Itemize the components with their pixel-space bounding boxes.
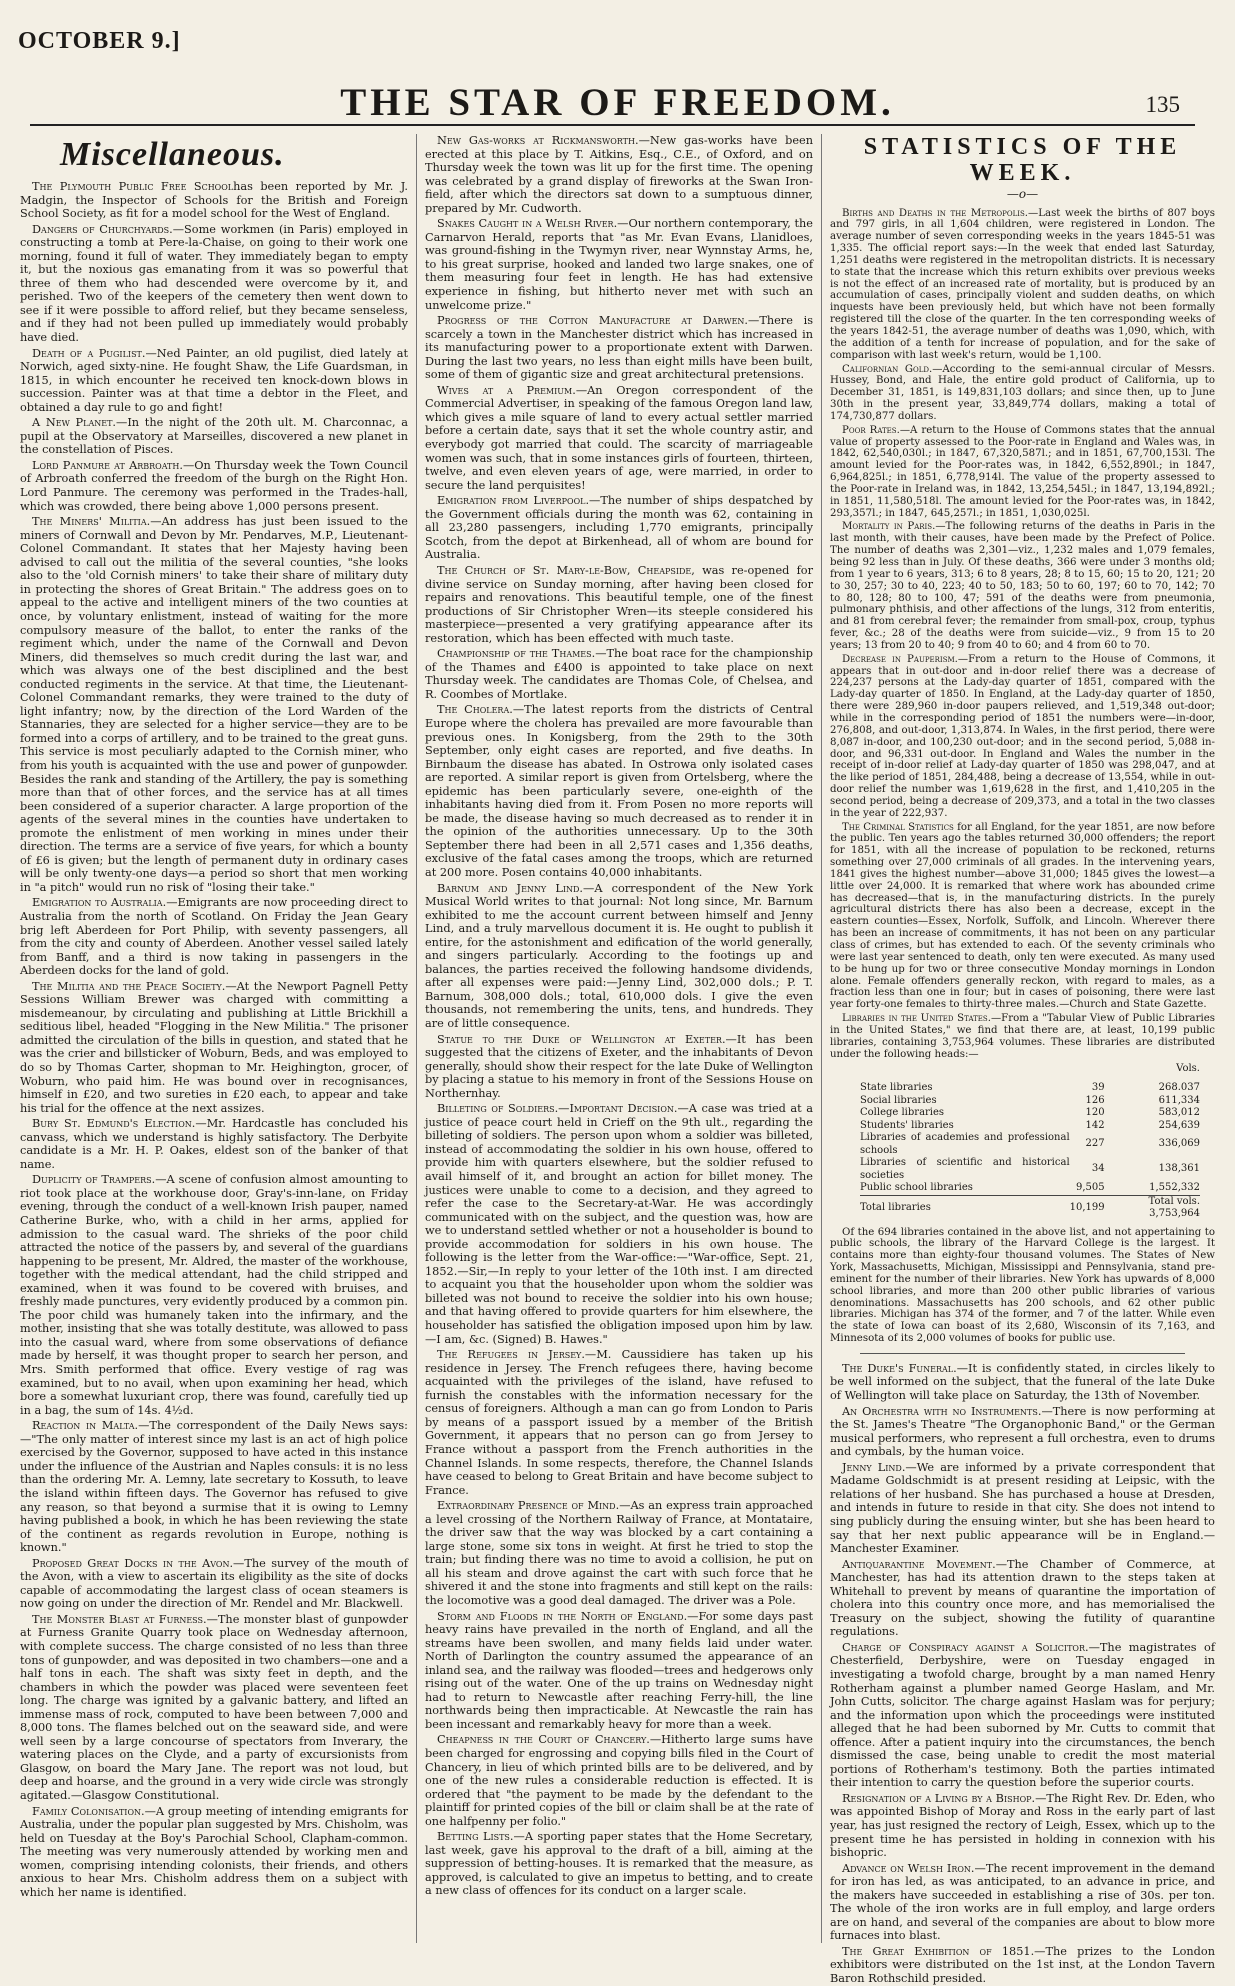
article-body: —There is scarcely a town in the Manchester district which has increased in its manufacturing power to a proportionate extent with Darwen. During the last two years, no less than eight mills have been built, some of them of gigantic size and great architectural pretensions.: [425, 314, 813, 382]
article-paragraph: [830, 1558, 1215, 1639]
article-body: —A group meeting of intending emigrants for Australia, under the popular plan suggested by Mrs. Chisholm, was held on Tuesday at the Boy's Parochial School, Clapham-common. The meeting was very numerously attended by working men and women, comprising intending colonists, their friends, and others anxious to hear Mrs. Chisholm address them on a subject with which her name is identified.: [20, 1804, 408, 1899]
article-paragraph: [20, 180, 408, 221]
article-list: [20, 180, 408, 1899]
article-paragraph: [425, 882, 813, 1031]
article-headline: Family Colonisation.: [32, 1804, 145, 1818]
libraries-row: [860, 1082, 1200, 1095]
article-headline: The Refugees in Jersey.: [437, 1348, 585, 1362]
libraries-vols: 336,069: [1158, 1138, 1200, 1150]
article-paragraph: [830, 1792, 1215, 1860]
libraries-label: Social libraries: [860, 1094, 937, 1106]
section-ornament: —o—: [1006, 187, 1039, 201]
article-paragraph: [830, 1641, 1215, 1790]
libraries-row: [860, 1120, 1200, 1133]
article-headline: Dangers of Churchyards.: [32, 222, 173, 236]
article-paragraph: [425, 1830, 813, 1898]
libraries-row: [860, 1132, 1200, 1157]
article-body: —A return to the House of Commons states that the annual value of property assessed to the Poor-rate in England and Wales was, in 1842, 62,540,030l.; in 1847, 67,320,587l.; and in 1851, 67,700,153l. The amount levied for the Poor-rates was, in 1842, 6,552,890l.; in 1847, 6,964,825l.; in 1851, 6,778,914l. The value of the property assessed to the Poor-rate in Ireland was, in 1842, 13,254,545l.; in 1847, 13,194,892l.; in 1851, 11,580,518l. The amount levied for the Poor-rates was, in 1842, 293,357l.; in 1847, 645,257l.; in 1851, 1,030,025l.: [830, 424, 1216, 519]
page-number: 135: [1145, 92, 1180, 117]
article-headline: Barnum and Jenny Lind.: [437, 881, 584, 895]
article-body: —An address has just been issued to the miners of Cornwall and Devon by Mr. Pendarves, M.P., Lieutenant-Colonel Commandant. It states that her Majesty having been advised to call out the militia of the several counties, "she looks also to the 'old Cornish miners' to take their share of military duty in protecting the shores of Great Britain." The address goes on to appeal to the active and intelligent miners of the two counties at once, by voluntary enlistment, instead of waiting for the more compulsory measure of the ballot, to enter the ranks of the regiment which, under the name of the Cornwall and Devon Miners, did themselves so much credit during the last war, and which was always one of the best disciplined and the best conducted regiments in the service. At that time, the Lieutenant-Colonel Commandant remarks, they were trained to the duty of light infantry; now, by the direction of the Lord Warden of the Stannaries, they are selected for a higher service—they are to be formed into a corps of artillery, and to be trained to the great guns. This service is most peculiarly adapted to the Cornish miner, who from his youth is acquainted with the use and power of gunpowder. Besides the rank and standing of the Artillery, the pay is something more than that of other forces, and the service has at all times been considered of a superior character. A large proportion of the agents of the several mines in the counties have undertaken to promote the enlistment of men working in mines under their direction. The terms are a service of five years, for which a bounty of £6 is given; but the length of permanent duty in ordinary cases will be only twenty-one days—a period so short that men working in "a pitch" would run no risk of "losing their take.": [20, 515, 408, 894]
article-headline: Antiquarantine Movement.: [842, 1557, 996, 1571]
article-paragraph: [830, 822, 1215, 1012]
article-paragraph: [830, 425, 1215, 520]
libraries-note: Of the 694 libraries contained in the above list, and not appertaining to public schools, the library of the Harvard College is the largest. It contains more than eighty-four thousand volumes. The States of New York, Massachusetts, Michigan, Mississippi and Pennsylvania, stand pre-eminent for the number of their libraries. New York has upwards of 8,000 school libraries, and more than 200 other public libraries of various denominations. Massachusetts has 200 schools, and 62 other public libraries. Michigan has 374 of the former, and 7 of the latter. While even the state of Iowa can boast of its 2,680, Wisconsin of its 7,163, and Minnesota of its 2,000 volumes of books for public use.: [830, 1226, 1215, 1345]
article-headline: Cheapness in the Court of Chancery.: [437, 1733, 650, 1747]
article-paragraph: [830, 1362, 1215, 1403]
article-headline: Statue to the Duke of Wellington at Exeter.: [437, 1032, 726, 1046]
page-header: [0, 0, 1235, 130]
article-body: —At the Newport Pagnell Petty Sessions William Brewer was charged with committing a misdemeanour, by circulating and publishing at Little Brickhill a seditious libel, headed "Flogging in the New Militia." The prisoner admitted the circulation of the bills in question, and stated that he was the crier and billsticker of Woburn, Beds, and was employed to do so by Thomas Carter, shopman to Mr. Heighington, grocer, of Woburn, who paid him. He was bound over in recognisances, himself in £20, and two sureties in £20 each, to appear and take his trial for the offence at the next assizes.: [20, 979, 408, 1115]
article-paragraph: [425, 1102, 813, 1346]
libraries-table: [860, 1082, 1200, 1221]
article-paragraph: [830, 521, 1215, 651]
article-body: —A correspondent of the New York Musical World writes to that journal: Not long since, Mr. Barnum exhibited to me the account current between himself and Jenny Lind, and a truly marvellous document it is. He ought to publish it entire, for the astonishment and edification of the world generally, and singers particularly. According to the footings up and balances, the parties received the following handsome dividends, after all expenses were paid:—Jenny Lind, 302,000 dols.; P. T. Barnum, 308,000 dols.; total, 610,000 dols. I give the even thousands, not remembering the units, tens, and hundreds. They are of little consequence.: [425, 881, 813, 1030]
libraries-count: 10,199: [1070, 1195, 1105, 1221]
article-paragraph: [20, 1805, 408, 1900]
article-body: —Emigrants are now proceeding direct to Australia from the north of Scotland. On Friday the Jean Geary brig left Aberdeen for Port Philip, with seventy passengers, all from the city and county of Aberdeen. Another vessel sailed lately from Banff, and a third is now taking in passengers in the Aberdeen docks for the land of gold.: [20, 896, 409, 978]
column-1: [20, 134, 408, 1943]
article-body: —Our northern contemporary, the Carnarvon Herald, reports that "as Mr. Evan Evans, Llanidloes, was ground-fishing in the Twymyn river, near Wynnstay Arms, he, to his great surprise, hooked and landed two large snakes, one of them measuring four feet in length. He has had extensive experience in fishing, but hitherto never met with such an unwelcome prize.": [425, 217, 813, 312]
article-headline: Californian Gold.: [842, 363, 933, 375]
article-body: —Last week the births of 807 boys and 797 girls, in all 1,604 children, were registered in London. The average number of seven corresponding weeks in the years 1845-51 was 1,335. The official report says:—In the week that ended last Saturday, 1,251 deaths were registered in the metropolitan districts. It is necessary to state that the increase which this return exhibits over previous weeks is not the effect of an increased rate of mortality, but is produced by an accumulation of cases, principally violent and sudden deaths, on which inquests have been previously held, but which have not been formally registered till the close of the quarter. In the ten corresponding weeks of the years 1842-51, the average number of deaths was 1,090, which, with the addition of a tenth for increase of population, and for the sake of comparison with last week's return, would be 1,100.: [830, 207, 1215, 361]
libraries-vols: 611,334: [1158, 1094, 1200, 1106]
libraries-count: 142: [1085, 1119, 1105, 1131]
article-body: —The monster blast of gunpowder at Furness Granite Quarry took place on Wednesday afternoon, with complete success. The charge consisted of no less than three tons of gunpowder, and was deposited in two chambers—one and a half tons in each. The shaft was sixty feet in depth, and the chambers in which the powder was placed were seventeen feet long. The charge was ignited by a galvanic battery, and lifted an immense mass of rock, computed to have been between 7,000 and 8,000 tons. The flames belched out on the seaward side, and were well seen by a large concourse of spectators from Inverary, the watering places on the Clyde, and a party of excursionists from Glasgow, on board the Mary Jane. The report was not loud, but deep and hoarse, and the ground in a very wide circle was strongly agitated.—Glasgow Constitutional.: [20, 1612, 408, 1802]
article-headline: Progress of the Cotton Manufacture at Darwen.: [437, 314, 749, 328]
article-paragraph: [20, 347, 408, 415]
article-body: —The latest reports from the districts of Central Europe where the cholera has prevailed are more favourable than previous ones. In Konigsberg, from the 29th to the 30th September, only eight cases are reported, and five deaths. In Birnbaum the disease has abated. In Ostrowa only isolated cases are reported. A similar report is given from Ortelsberg, where the epidemic has been particularly severe, one-eighth of the inhabitants having died from it. From Posen no more reports will be made, the disease having so much decreased as to render it in the opinion of the authorities unnecessary. Up to the 30th September there had been in all 2,571 cases and 1,356 deaths, exclusive of the fatal cases among the troops, which are returned at 200 more. Posen contains 40,000 inhabitants.: [425, 703, 813, 879]
column-divider: [821, 134, 822, 1943]
article-paragraph: [425, 564, 813, 645]
article-paragraph: [425, 1348, 813, 1497]
libraries-label: Public school libraries: [860, 1182, 973, 1193]
libraries-vols-header: Vols.: [1176, 1063, 1200, 1075]
column-divider: [416, 134, 417, 1943]
article-paragraph: [20, 1173, 408, 1417]
article-body: —A scene of confusion almost amounting to riot took place at the workhouse door, Gray's-inn-lane, on Friday evening, through the conduct of a well-known Irish pauper, named Catherine Burke, who, with a child in her arms, applied for admission to the casual ward. The shrieks of the poor child attracted the notice of the passers by, and several of the guardians happening to be present, Mr. Aldred, the master of the workhouse, together with the medical attendant, had the child stripped and examined, when it was found to be covered with bruises, and freshly made punctures, very evidently produced by a common pin. The poor child was humanely taken into the infirmary, and the mother, insisting that she was totally destitute, was allowed to pass into the casual ward, where from some observations of defiance made by herself, it was thought proper to search her person, and Mrs. Smith performed that office. Every vestige of rag was examined, but to no avail, when upon examining her head, which bore a somewhat luxuriant crop, there was found, carefully tied up in a bag, the sum of 14s. 4½d.: [20, 1173, 408, 1417]
libraries-row: [860, 1195, 1200, 1221]
article-paragraph: [425, 314, 813, 382]
article-body: —On Thursday week the Town Council of Arbroath conferred the freedom of the burgh on the Right Hon. Lord Panmure. The ceremony was performed in the Trades-hall, which was crowded, there being above 1,000 persons present.: [20, 458, 408, 513]
article-body: —The number of ships despatched by the Government officials during the month was 62, containing in all 23,280 passengers, including 1,770 emigrants, principally Scotch, from the depot at Birkenhead, all of whom are bound for Australia.: [425, 494, 813, 562]
article-body: —The correspondent of the Daily News says:—"The only matter of interest since my last is an act of high police exercised by the Governor, supposed to have acted in this instance under the influence of the Austrian and Naples consuls: it is no less than the ordering Mr. A. Lemny, late secretary to Kossuth, to leave the island within fifteen days. The Governor has refused to give any reason, so that beyond a surmise that it is owing to Lemny having published a book, in which he has been reviewing the state of the continent as regards revolution in Europe, nothing is known.": [20, 1419, 408, 1555]
article-body: —The Right Rev. Dr. Eden, who was appointed Bishop of Moray and Ross in the early part of last year, has just resigned the rectory of Leigh, Essex, which up to the present time he has persisted in holding in connexion with his bishopric.: [830, 1791, 1215, 1860]
statistics-list: [830, 208, 1215, 1061]
article-headline: Mortality in Paris.: [842, 521, 936, 533]
column-2: [425, 134, 813, 1943]
article-body: —According to the semi-annual circular of Messrs. Hussey, Bond, and Hale, the entire gold product of California, up to December 31, 1851, is 149,831,103 dollars; and since then, up to June 30th in the present year, 33,849,774 dollars, making a total of 174,730,877 dollars.: [830, 363, 1215, 422]
article-headline: Advance on Welsh Iron.: [842, 1861, 975, 1875]
libraries-vols: 254,639: [1158, 1119, 1200, 1131]
article-paragraph: [20, 1117, 408, 1171]
article-headline: Storm and Floods in the North of England.: [437, 1609, 688, 1623]
article-headline: Libraries in the United States.: [842, 1013, 991, 1025]
article-body: has been reported by Mr. J. Madgin, the Inspector of Schools for the British and Foreign School Society, as fit for a model school for the West of England.: [20, 180, 408, 221]
article-paragraph: [20, 1419, 408, 1554]
article-paragraph: [20, 1557, 408, 1611]
article-body: —For some days past heavy rains have prevailed in the north of England, and all the streams have been swollen, and many fields laid under water. North of Darlington the country assumed the appearance of an inland sea, and the railway was flooded—trees and hedgerows only rising out of the water. One of the up trains on Wednesday night had to return to Newcastle after reaching Ferry-hill, the line northwards being then impracticable. At Newcastle the rain has been incessant and remarkably heavy for more than a week.: [425, 1609, 813, 1731]
article-paragraph: [425, 1033, 813, 1101]
libraries-vols: 268.037: [1158, 1082, 1200, 1093]
article-headline: Reaction in Malta.: [32, 1419, 139, 1433]
article-headline: Championship of the Thames.: [437, 647, 596, 661]
libraries-count: 9,505: [1076, 1182, 1105, 1193]
article-body: —New gas-works have been erected at this place by T. Aitkins, Esq., C.E., of Oxford, and on Thursday week the town was lit up for the first time. The opening was celebrated by a grand display of fireworks at the Swan Iron-field, after which the directors sat down to a sumptuous dinner, prepared by Mr. Cudworth.: [425, 134, 813, 215]
libraries-count: 34: [1091, 1163, 1105, 1175]
article-paragraph: [425, 217, 813, 312]
article-body: —M. Caussidiere has taken up his residence in Jersey. The French refugees there, having become acquainted with the privileges of the island, have refused to furnish the constables with the information necessary for the census of foreigners. Although a man can go from London to Paris by means of a passport issued by a member of the British Government, it appears that no person can go from Jersey to France without a passport from the French authorities in the Channel Islands. In some respects, therefore, the Channel Islands have ceased to belong to Great Britain and have become subject to France.: [425, 1348, 813, 1497]
article-body: —The survey of the mouth of the Avon, with a view to ascertain its eligibility as the site of docks capable of accommodating the largest class of ocean steamers is now going on under the direction of Mr. Rendel and Mr. Blackwell.: [20, 1556, 408, 1611]
article-list: [830, 1362, 1215, 1986]
article-headline: Duplicity of Trampers.: [32, 1173, 156, 1187]
issue-date: OCTOBER 9.]: [18, 28, 181, 54]
article-body: was re-opened for divine service on Sunday morning, after having been closed for repairs and renovations. This beautiful temple, one of the finest productions of Sir Christopher Wren—its steeple considered his masterpiece—presented a very gratifying appearance after its restoration, which has been effected with much taste.: [425, 563, 813, 645]
article-paragraph: [20, 980, 408, 1115]
article-paragraph: [425, 494, 813, 562]
article-headline: The Monster Blast at Furness.: [32, 1612, 207, 1626]
libraries-row: [860, 1157, 1200, 1182]
article-headline: Poor Rates.: [842, 424, 900, 436]
article-headline: Billeting of Soldiers.—Important Decision.: [437, 1102, 678, 1116]
article-body: —Hitherto large sums have been charged for engrossing and copying bills filed in the Court of Chancery, in lieu of which printed bills are to be delivered, and by one of the new rules a considerable reduction is effected. It is ordered that "the payment to be made by the defendant to the plaintiff for printed copies of the bill or claim shall be at the rate of one halfpenny per folio.": [425, 1733, 813, 1828]
article-headline: Decrease in Pauperism.: [842, 653, 958, 665]
article-paragraph: [20, 416, 408, 457]
article-headline: The Militia and the Peace Society.: [32, 979, 226, 993]
article-headline: Snakes Caught in a Welsh River.: [437, 217, 618, 231]
article-body: —As an express train approached a level crossing of the Northern Railway of France, at Montataire, the driver saw that the way was blocked by a cart containing a large stone, some six tons in weight. At first he tried to stop the train; but finding there was no time to avoid a collision, he put on all his steam and drove against the cart with such force that he shivered it and the stone into fragments and still kept on the rails: the locomotive was a good deal damaged. The driver was a Pole.: [425, 1499, 813, 1607]
article-headline: Bury St. Edmund's Election.: [32, 1117, 196, 1131]
article-body: —Ned Painter, an old pugilist, died lately at Norwich, aged sixty-nine. He fought Shaw, the Life Guardsman, in 1815, in which encounter he received ten knock-down blows in succession. Painter was at that time a debtor in the Fleet, and obtained a day rule to go and fight!: [20, 346, 408, 414]
article-headline: Proposed Great Docks in the Avon.: [32, 1556, 234, 1570]
article-headline: Emigration to Australia.: [32, 896, 167, 910]
libraries-label: Libraries of academies and professional schools: [860, 1132, 1070, 1156]
article-body: —It has been suggested that the citizens of Exeter, and the inhabitants of Devon generally, should show their respect for the late Duke of Wellington by placing a statue to his memory in front of the Sessions House on Northernhay.: [425, 1032, 813, 1100]
article-body: —From a "Tabular View of Public Libraries in the United States," we find that there are, at least, 10,199 public libraries, containing 3,753,964 volumes. These libraries are distributed under the following heads:—: [830, 1013, 1215, 1060]
article-paragraph: [425, 647, 813, 701]
article-paragraph: [830, 1461, 1215, 1556]
article-paragraph: [20, 896, 408, 977]
article-paragraph: [425, 703, 813, 879]
article-headline: Betting Lists.: [437, 1830, 514, 1844]
article-headline: Births and Deaths in the Metropolis.: [842, 207, 1029, 219]
libraries-vols: Total vols. 3,753,964: [1105, 1195, 1200, 1221]
article-paragraph: [830, 364, 1215, 423]
libraries-label: State libraries: [860, 1082, 933, 1093]
article-list: [425, 134, 813, 1898]
article-paragraph: [20, 459, 408, 513]
article-paragraph: [830, 654, 1215, 820]
article-body: —A sporting paper states that the Home Secretary, last week, gave his approval to the draft of a bill, aiming at the suppression of betting-houses. It is remarked that the measure, as approved, is calculated to give an impetus to betting, and to create a new class of offences for its conduct on a larger scale.: [425, 1830, 813, 1898]
article-headline: New Gas-works at Rickmansworth.: [437, 134, 639, 147]
article-headline: Jenny Lind.: [842, 1460, 906, 1474]
article-paragraph: [425, 1610, 813, 1732]
article-body: —An Oregon correspondent of the Commercial Advertiser, in speaking of the famous Oregon land law, which gives a mile square of land to every actual settler married before a certain date, says that it set the whole country astir, and everybody got married that could. The scarcity of marriageable women was such, that in some instances girls of fourteen, thirteen, twelve, and even eleven years of age, were married, in order to secure the land perquisites!: [425, 383, 813, 492]
article-headline: An Orchestra with no Instruments.: [842, 1404, 1042, 1418]
article-body: —The prizes to the London exhibitors were distributed on the 1st inst, at the London Tavern Baron Rothschild presided.: [830, 1944, 1215, 1985]
article-body: —The recent improvement in the demand for iron has led, as was anticipated, to an advance in price, and the makers have succeeded in establishing a rise of 30s. per ton. The whole of the iron works are in full employ, and large orders are on hand, and several of the companies are about to blow more furnaces into blast.: [830, 1861, 1216, 1943]
article-headline: The Church of St. Mary-le-Bow, Cheapside,: [437, 563, 695, 577]
article-headline: Wives at a Premium.: [437, 383, 576, 397]
article-body: —There is now performing at the St. James's Theatre "The Organophonic Band," or the German musical performers, who represent a full orchestra, even to drums and cymbals, by the human voice.: [830, 1404, 1215, 1459]
article-headline: Emigration from Liverpool.: [437, 494, 590, 508]
article-body: —The Chamber of Commerce, at Manchester, has had its attention drawn to the steps taken at Whitehall to prevent by means of quarantine the importation of cholera into this country once more, and has memorialised the Treasury on the subject, showing the futility of quarantine regulations.: [830, 1557, 1215, 1639]
article-body: for all England, for the year 1851, are now before the public. Ten years ago the tables returned 30,000 offenders; the report for 1851, with all the increase of population to be reckoned, returns something over 27,000 criminals of all grades. In the intervening years, 1841 gives the highest number—above 31,000; 1845 gives the lowest—a little over 24,000. It is remarked that where work has abounded crime has decreased—that is, in the manufacturing districts. In the purely agricultural districts there has also been a decrease, except in the eastern counties—Essex, Norfolk, Suffolk, and Lincoln. Wherever there has been an increase of commitments, it has not been on any particular class of crimes, but has extended to each. Of the seventy criminals who were last year sentenced to death, only ten were executed. As many used to be hung up for two or three consecutive Monday mornings in London alone. Female offenders generally reckon, with regard to males, as a fraction less than one in four; but in cases of poisoning, there were last year forty-one females to thirty-three males.—Church and State Gazette.: [830, 821, 1215, 1011]
article-headline: The Plymouth Public Free School: [32, 180, 234, 193]
libraries-count: 126: [1085, 1094, 1105, 1106]
article-body: —Mr. Hardcastle has concluded his canvass, which we understand is highly satisfactory. The Derbyite candidate is a Mr. H. P. Oakes, eldest son of the banker of that name.: [20, 1117, 408, 1171]
libraries-label: Total libraries: [860, 1195, 1070, 1221]
article-paragraph: [830, 1862, 1215, 1943]
article-paragraph: [830, 1945, 1215, 1986]
article-headline: The Cholera.: [437, 703, 513, 717]
section-separator: [860, 1353, 1185, 1354]
libraries-vols: 138,361: [1158, 1163, 1200, 1175]
libraries-label: College libraries: [860, 1107, 945, 1118]
article-paragraph: [830, 208, 1215, 362]
article-paragraph: [425, 134, 813, 215]
article-body: —From a return to the House of Commons, it appears that in out-door and in-door relief there was a decrease of 224,237 persons at the Lady-day quarter of 1851, compared with the Lady-day quarter of 1850. In England, at the Lady-day quarter of 1850, there were 289,960 in-door paupers relieved, and 1,519,348 out-door; while in the corresponding period of 1851 the numbers were—in-door, 276,808, and out-door, 1,313,874. In Wales, in the first period, there were 8,087 in-door, and 100,230 out-door; and in the second period, 5,088 in-door, and 96,331 out-door. In England and Wales the number in the receipt of in-door relief at Lady-day quarter of 1850 was 298,047, and at the like period of 1851, 284,488, being a decrease of 13,554, while in out-door relief the number was 1,619,628 in the first, and 1,410,205 in the second period, being a decrease of 209,373, and a total in the two classes in the year of 222,937.: [830, 653, 1215, 819]
article-paragraph: [20, 515, 408, 894]
article-headline: Charge of Conspiracy against a Solicitor.: [842, 1640, 1089, 1654]
masthead-title: THE STAR OF FREEDOM.: [340, 81, 895, 124]
article-headline: The Duke's Funeral.: [842, 1361, 957, 1375]
libraries-row: [860, 1095, 1200, 1108]
column-3: [830, 134, 1216, 1985]
article-headline: Resignation of a Living by a Bishop.: [842, 1791, 1036, 1805]
article-body: —The following returns of the deaths in Paris in the last month, with their causes, have been made by the Prefect of Police. The number of deaths was 2,301—viz., 1,232 males and 1,079 females, being 92 less than in July. Of these deaths, 366 were under 3 months old; from 1 year to 6 years, 313; 6 to 8 years, 28; 8 to 15, 60; 15 to 20, 121; 20 to 30, 257; 30 to 40, 223; 40 to 50, 183; 50 to 60, 197; 60 to 70, 142; 70 to 80, 128; 80 to 100, 47; 591 of the deaths were from pneumonia, pulmonary phthisis, and other affections of the lungs, 312 from enteritis, and 81 from cerebral fever; the remainder from small-pox, croup, typhus fever, &c.; 28 of the deaths were from suicide—viz., 9 from 15 to 20 years; 13 from 20 to 40; 9 from 40 to 60; and 4 from 60 to 70.: [830, 521, 1215, 651]
article-headline: The Miners' Militia.: [32, 515, 151, 529]
article-body: —It is confidently stated, in circles likely to be well informed on the subject, that the funeral of the late Duke of Wellington will take place on Saturday, the 13th of November.: [830, 1361, 1215, 1403]
article-paragraph: [425, 384, 813, 492]
article-headline: Extraordinary Presence of Mind.: [437, 1499, 620, 1513]
article-paragraph: [830, 1013, 1215, 1060]
article-body: —The boat race for the championship of the Thames and £400 is appointed to take place on next Thursday week. The candidates are Thomas Cole, of Chelsea, and R. Coombes of Mortlake.: [425, 647, 813, 701]
libraries-label: Students' libraries: [860, 1119, 954, 1131]
article-paragraph: [425, 1499, 813, 1607]
article-paragraph: [20, 1613, 408, 1803]
libraries-count: 120: [1085, 1107, 1105, 1118]
article-paragraph: [830, 1405, 1215, 1459]
article-body: —A case was tried at a justice of peace court held in Crieff on the 9th ult., regarding the billeting of soldiers. The person upon whom a soldier was billeted, instead of accommodating the soldier in his own house, offered to provide him with quarters elsewhere, but the soldier refused to avail himself of it, and brought an action for billet money. The justices were unable to come to a decision, and they agreed to refer the case to the Secretary-at-War. He was accordingly communicated with on the subject, and the question was, how are we to understand settled whether or not a householder is bound to provide accommodation for soldiers in his own house. The following is the letter from the War-office:—"War-office, Sept. 21, 1852.—Sir,—In reply to your letter of the 10th inst. I am directed to acquaint you that the householder upon whom the soldier was billeted was not bound to receive the soldier into his own house; and that having offered to provide quarters for him elsewhere, the householder has satisfied the obligation imposed upon him by law.—I am, &c. (Signed) B. Hawes.": [425, 1102, 814, 1346]
libraries-row: [860, 1182, 1200, 1195]
article-headline: Lord Panmure at Arbroath.: [32, 458, 183, 472]
article-body: —We are informed by a private correspondent that Madame Goldschmidt is at present residing at Leipsic, with the relations of her husband. She has purchased a house at Dresden, and intends in future to reside in that city. She does not intend to sing publicly during the ensuing winter, but she has been heard to say that her next public appearance will be in England.—Manchester Examiner.: [830, 1460, 1215, 1556]
libraries-row: [860, 1107, 1200, 1120]
section-title-miscellaneous: Miscellaneous.: [60, 136, 285, 173]
article-headline: A New Planet.: [32, 416, 117, 430]
libraries-label: Libraries of scientific and historical societies: [860, 1157, 1070, 1181]
article-headline: Death of a Pugilist.: [32, 346, 146, 360]
article-body: —The magistrates of Chesterfield, Derbyshire, were on Tuesday engaged in investigating a twofold charge, brought by a man named Henry Rotherham against a plumber named George Haslam, and Mr. John Cutts, solicitor. The charge against Haslam was for perjury; and the information upon which the proceedings were instituted alleged that he had been suborned by Mr. Cutts to commit that offence. After a patient inquiry into the circumstances, the bench dismissed the case, being unable to credit the most material portions of Rotherham's testimony. Both the parties intimated their intention to carry the question before the superior courts.: [830, 1640, 1216, 1790]
libraries-vols: 1,552,332: [1149, 1182, 1200, 1193]
article-body: —In the night of the 20th ult. M. Charconnac, a pupil at the Observatory at Marseilles, discovered a new planet in the constellation of Pisces.: [20, 416, 408, 457]
article-body: —Some workmen (in Paris) employed in constructing a tomb at Pere-la-Chaise, on going to their work one morning, found it full of water. They immediately began to empty it, but the noxious gas emanating from it was so powerful that three of them who had descended were overcome by it, and perished. Two of the keepers of the cemetery then went down to see if it were possible to afford relief, but they became senseless, and if they had not been pulled up immediately would probably have died.: [20, 222, 408, 345]
article-headline: The Great Exhibition of 1851.: [842, 1944, 1035, 1958]
libraries-count: 39: [1091, 1082, 1105, 1093]
section-title-statistics: STATISTICS OF THE WEEK.: [863, 134, 1182, 186]
libraries-count: 227: [1085, 1138, 1105, 1150]
article-headline: The Criminal Statistics: [842, 821, 954, 833]
article-paragraph: [425, 1733, 813, 1828]
libraries-vols: 583,012: [1158, 1107, 1200, 1118]
article-paragraph: [20, 223, 408, 345]
header-rule: [30, 124, 1195, 126]
